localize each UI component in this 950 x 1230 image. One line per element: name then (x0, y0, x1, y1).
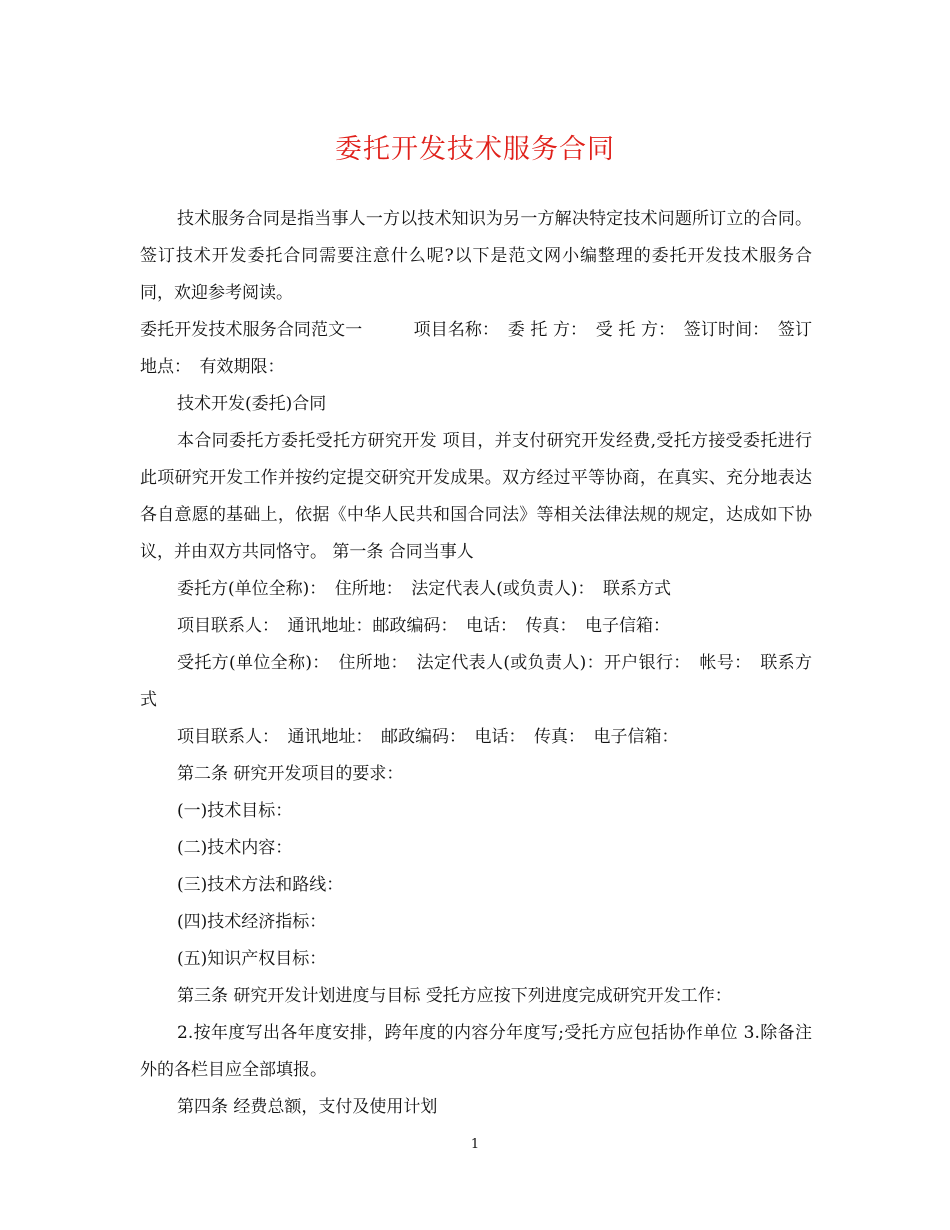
contract-preamble: 本合同委托方委托受托方研究开发 项目，并支付研究开发经费,受托方接受委托进行此项研究开发工作并按约定提交研究开发成果。双方经过平等协商，在真实、充分地表达各自意愿的基础上，依据《中华人民共和国合同法》等相关法律法规的规定，达成如下协议，并由双方共同恪守。 第一条 合同当事人 (140, 431, 812, 562)
article-four-heading: 第四条 经费总额，支付及使用计划 (177, 1097, 438, 1117)
client-info-line: 委托方(单位全称)： 住所地： 法定代表人(或负责人)： 联系方式 (177, 579, 672, 599)
page-title: 委托开发技术服务合同 (335, 134, 615, 165)
schedule-notes: 2.按年度写出各年度安排，跨年度的内容分年度写;受托方应包括协作单位 3.除备注外的各栏目应全部填报。 (140, 1023, 812, 1080)
client-contact-line: 项目联系人： 通讯地址：邮政编码： 电话： 传真： 电子信箱： (177, 616, 670, 636)
contractor-info-line: 受托方(单位全称)： 住所地： 法定代表人(或负责人)：开户银行： 帐号： 联系方式 (140, 653, 812, 710)
list-item: (五)知识产权目标： (177, 949, 327, 969)
contractor-contact-line: 项目联系人： 通讯地址： 邮政编码： 电话： 传真： 电子信箱： (177, 727, 679, 747)
intro-paragraph: 技术服务合同是指当事人一方以技术知识为另一方解决特定技术问题所订立的合同。签订技术开发委托合同需要注意什么呢?以下是范文网小编整理的委托开发技术服务合同，欢迎参考阅读。 (140, 209, 812, 303)
article-three-heading: 第三条 研究开发计划进度与目标 受托方应按下列进度完成研究开发工作： (177, 986, 732, 1006)
page-number: 1 (470, 1137, 480, 1152)
contract-subtitle: 技术开发(委托)合同 (177, 394, 327, 414)
list-item: (三)技术方法和路线： (177, 875, 344, 895)
document-body (140, 201, 812, 1126)
contract-header-fields: 委托开发技术服务合同范文一 项目名称： 委 托 方： 受 托 方： 签订时间： 签订地点： 有效期限： (140, 320, 812, 377)
list-item: (二)技术内容： (177, 838, 293, 858)
list-item: (四)技术经济指标： (177, 912, 327, 932)
list-item: (一)技术目标： (177, 801, 293, 821)
article-two-heading: 第二条 研究开发项目的要求： (177, 764, 404, 784)
